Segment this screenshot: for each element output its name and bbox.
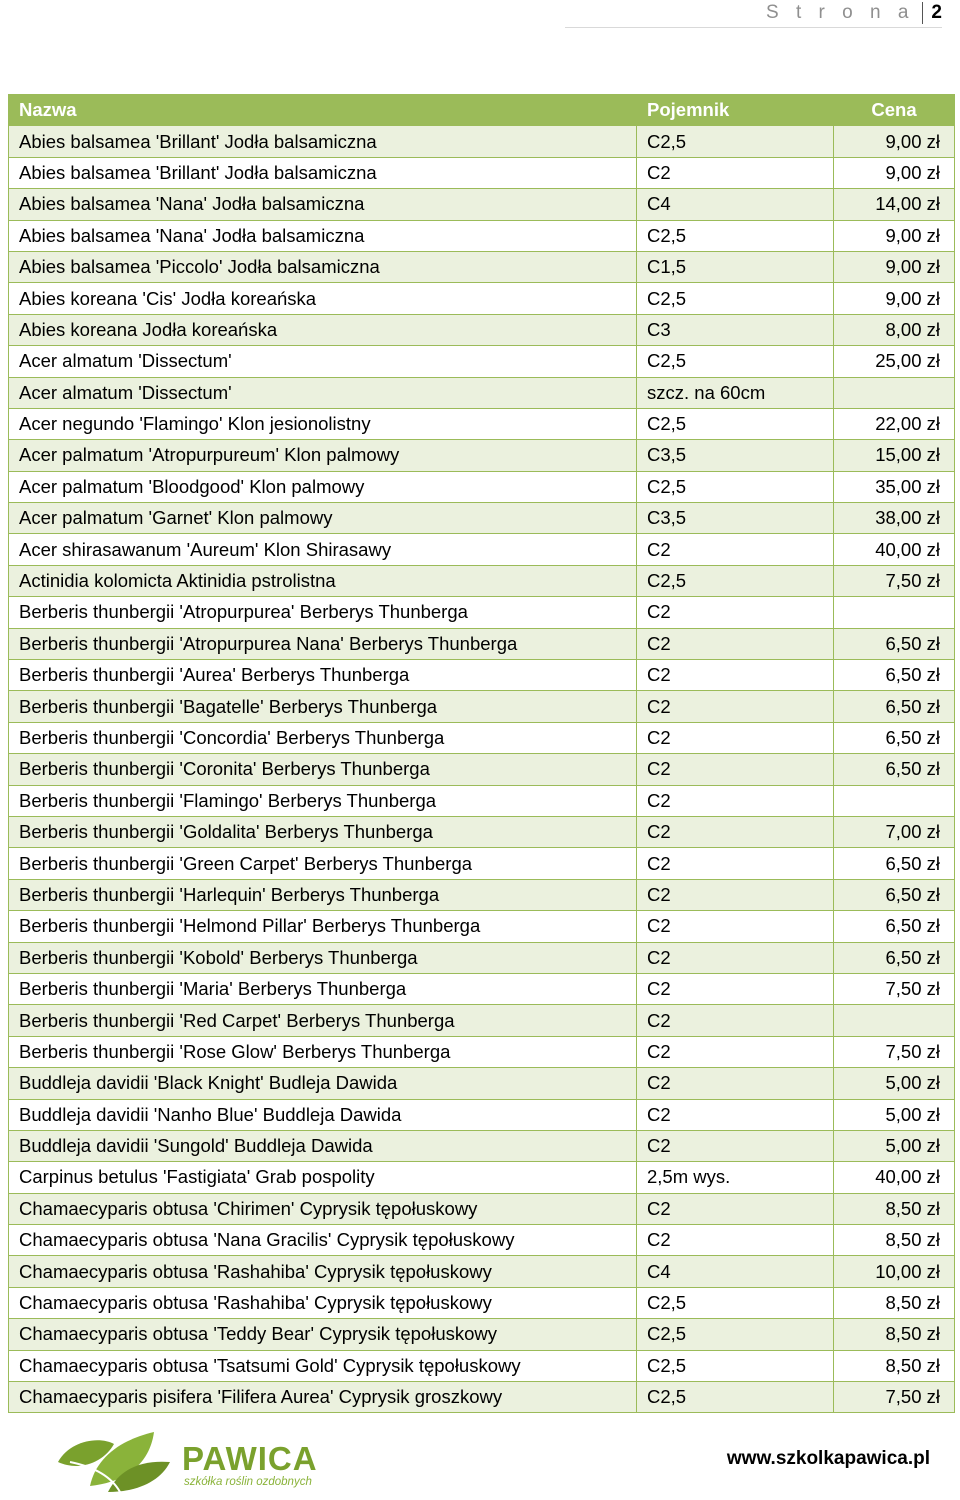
cell-price: 6,50 zł	[834, 628, 955, 659]
cell-plant-name: Acer almatum 'Dissectum'	[9, 377, 637, 408]
cell-container: C2	[637, 157, 834, 188]
cell-plant-name: Chamaecyparis pisifera 'Filifera Aurea' Cyprysik groszkowy	[9, 1382, 637, 1413]
table-row	[9, 1225, 955, 1256]
table-row	[9, 660, 955, 691]
cell-plant-name: Berberis thunbergii 'Rose Glow' Berberys Thunberga	[9, 1036, 637, 1067]
cell-price: 5,00 zł	[834, 1130, 955, 1161]
cell-price: 6,50 zł	[834, 879, 955, 910]
table-row	[9, 754, 955, 785]
cell-plant-name: Berberis thunbergii 'Green Carpet' Berberys Thunberga	[9, 848, 637, 879]
cell-price: 8,00 zł	[834, 314, 955, 345]
table-row	[9, 1036, 955, 1067]
cell-container: szcz. na 60cm	[637, 377, 834, 408]
cell-plant-name: Actinidia kolomicta Aktinidia pstrolistna	[9, 565, 637, 596]
table-row	[9, 973, 955, 1004]
cell-price: 7,50 zł	[834, 1382, 955, 1413]
cell-price: 8,50 zł	[834, 1350, 955, 1381]
cell-plant-name: Chamaecyparis obtusa 'Rashahiba' Cyprysik tępołuskowy	[9, 1287, 637, 1318]
table-row	[9, 911, 955, 942]
table-row	[9, 597, 955, 628]
cell-price: 6,50 zł	[834, 942, 955, 973]
cell-container: C2	[637, 597, 834, 628]
cell-price	[834, 1005, 955, 1036]
cell-container: C2	[637, 1005, 834, 1036]
cell-container: C2	[637, 785, 834, 816]
cell-plant-name: Acer negundo 'Flamingo' Klon jesionolistny	[9, 408, 637, 439]
table-row	[9, 1130, 955, 1161]
cell-container: C2	[637, 879, 834, 910]
cell-price: 6,50 zł	[834, 660, 955, 691]
cell-price: 35,00 zł	[834, 471, 955, 502]
cell-plant-name: Abies koreana 'Cis' Jodła koreańska	[9, 283, 637, 314]
cell-plant-name: Abies balsamea 'Brillant' Jodła balsamiczna	[9, 126, 637, 157]
cell-container: C2	[637, 973, 834, 1004]
cell-plant-name: Berberis thunbergii 'Atropurpurea Nana' Berberys Thunberga	[9, 628, 637, 659]
cell-container: C2,5	[637, 408, 834, 439]
table-row	[9, 1193, 955, 1224]
cell-container: C2	[637, 816, 834, 847]
table-row	[9, 346, 955, 377]
cell-container: C2	[637, 942, 834, 973]
header-divider	[565, 27, 942, 28]
cell-price: 10,00 zł	[834, 1256, 955, 1287]
table-row	[9, 1350, 955, 1381]
cell-container: C4	[637, 189, 834, 220]
cell-container: C2	[637, 691, 834, 722]
cell-price: 9,00 zł	[834, 283, 955, 314]
cell-price: 15,00 zł	[834, 440, 955, 471]
brand-name: PAWICA	[182, 1440, 318, 1477]
table-row	[9, 503, 955, 534]
cell-price: 7,50 zł	[834, 565, 955, 596]
cell-plant-name: Berberis thunbergii 'Flamingo' Berberys Thunberga	[9, 785, 637, 816]
cell-price: 6,50 zł	[834, 691, 955, 722]
cell-container: C2	[637, 754, 834, 785]
table-row	[9, 1068, 955, 1099]
table-row	[9, 189, 955, 220]
cell-price	[834, 597, 955, 628]
cell-price: 7,50 zł	[834, 1036, 955, 1067]
cell-plant-name: Chamaecyparis obtusa 'Rashahiba' Cyprysik tępołuskowy	[9, 1256, 637, 1287]
table-row	[9, 314, 955, 345]
table-row	[9, 879, 955, 910]
cell-plant-name: Acer almatum 'Dissectum'	[9, 346, 637, 377]
cell-plant-name: Acer shirasawanum 'Aureum' Klon Shirasawy	[9, 534, 637, 565]
table-row	[9, 408, 955, 439]
cell-plant-name: Berberis thunbergii 'Kobold' Berberys Thunberga	[9, 942, 637, 973]
cell-container: C2	[637, 660, 834, 691]
cell-price: 38,00 zł	[834, 503, 955, 534]
cell-price: 6,50 zł	[834, 848, 955, 879]
cell-price: 14,00 zł	[834, 189, 955, 220]
cell-plant-name: Acer palmatum 'Atropurpureum' Klon palmowy	[9, 440, 637, 471]
column-header-price: Cena	[834, 95, 955, 126]
brand-tagline: szkółka roślin ozdobnych	[184, 1476, 312, 1488]
cell-container: C2,5	[637, 346, 834, 377]
cell-container: C2,5	[637, 1350, 834, 1381]
cell-container: C2,5	[637, 1287, 834, 1318]
cell-container: C2	[637, 1130, 834, 1161]
cell-container: C2	[637, 911, 834, 942]
cell-container: C2	[637, 534, 834, 565]
cell-price: 9,00 zł	[834, 157, 955, 188]
cell-plant-name: Buddleja davidii 'Nanho Blue' Buddleja Dawida	[9, 1099, 637, 1130]
cell-container: C2	[637, 1036, 834, 1067]
table-row	[9, 565, 955, 596]
cell-container: 2,5m wys.	[637, 1162, 834, 1193]
cell-price: 8,50 zł	[834, 1225, 955, 1256]
page-header	[766, 0, 942, 26]
cell-price: 7,50 zł	[834, 973, 955, 1004]
table-row	[9, 1256, 955, 1287]
cell-container: C2	[637, 1068, 834, 1099]
cell-plant-name: Berberis thunbergii 'Helmond Pillar' Berberys Thunberga	[9, 911, 637, 942]
cell-plant-name: Carpinus betulus 'Fastigiata' Grab pospolity	[9, 1162, 637, 1193]
cell-price: 8,50 zł	[834, 1319, 955, 1350]
table-header-row	[9, 95, 955, 126]
table-row	[9, 377, 955, 408]
cell-container: C3	[637, 314, 834, 345]
table-row	[9, 848, 955, 879]
table-row	[9, 691, 955, 722]
table-row	[9, 628, 955, 659]
cell-price: 22,00 zł	[834, 408, 955, 439]
cell-price: 6,50 zł	[834, 911, 955, 942]
table-row	[9, 471, 955, 502]
table-row	[9, 1162, 955, 1193]
cell-price	[834, 785, 955, 816]
cell-price: 8,50 zł	[834, 1193, 955, 1224]
table-row	[9, 1382, 955, 1413]
cell-price: 9,00 zł	[834, 126, 955, 157]
cell-price: 5,00 zł	[834, 1099, 955, 1130]
cell-plant-name: Berberis thunbergii 'Bagatelle' Berberys Thunberga	[9, 691, 637, 722]
table-row	[9, 220, 955, 251]
cell-container: C2,5	[637, 471, 834, 502]
cell-container: C2,5	[637, 126, 834, 157]
cell-plant-name: Buddleja davidii 'Sungold' Buddleja Dawida	[9, 1130, 637, 1161]
table-row	[9, 785, 955, 816]
cell-container: C2	[637, 722, 834, 753]
cell-plant-name: Abies balsamea 'Nana' Jodła balsamiczna	[9, 189, 637, 220]
table-row	[9, 942, 955, 973]
page-label: S t r o n a	[766, 2, 915, 23]
cell-price	[834, 377, 955, 408]
cell-price: 40,00 zł	[834, 1162, 955, 1193]
table-row	[9, 1319, 955, 1350]
cell-plant-name: Berberis thunbergii 'Harlequin' Berberys Thunberga	[9, 879, 637, 910]
cell-plant-name: Chamaecyparis obtusa 'Chirimen' Cyprysik tępołuskowy	[9, 1193, 637, 1224]
cell-container: C2,5	[637, 1319, 834, 1350]
table-row	[9, 1005, 955, 1036]
cell-container: C2	[637, 848, 834, 879]
cell-container: C4	[637, 1256, 834, 1287]
page-number: 2	[922, 2, 942, 24]
cell-plant-name: Abies balsamea 'Nana' Jodła balsamiczna	[9, 220, 637, 251]
table-row	[9, 534, 955, 565]
cell-container: C3,5	[637, 503, 834, 534]
cell-price: 40,00 zł	[834, 534, 955, 565]
website-link[interactable]: www.szkolkapawica.pl	[726, 1448, 930, 1469]
table-row	[9, 1287, 955, 1318]
cell-plant-name: Berberis thunbergii 'Concordia' Berberys Thunberga	[9, 722, 637, 753]
cell-price: 6,50 zł	[834, 754, 955, 785]
cell-container: C2	[637, 1225, 834, 1256]
price-list-table	[8, 94, 955, 1413]
table-row	[9, 722, 955, 753]
cell-price: 25,00 zł	[834, 346, 955, 377]
table-body	[9, 126, 955, 1413]
cell-container: C2,5	[637, 565, 834, 596]
table-row	[9, 126, 955, 157]
cell-plant-name: Berberis thunbergii 'Coronita' Berberys Thunberga	[9, 754, 637, 785]
cell-plant-name: Berberis thunbergii 'Goldalita' Berberys Thunberga	[9, 816, 637, 847]
table-row	[9, 816, 955, 847]
cell-plant-name: Berberis thunbergii 'Atropurpurea' Berberys Thunberga	[9, 597, 637, 628]
cell-container: C2	[637, 1193, 834, 1224]
cell-plant-name: Chamaecyparis obtusa 'Teddy Bear' Cyprysik tępołuskowy	[9, 1319, 637, 1350]
cell-plant-name: Acer palmatum 'Garnet' Klon palmowy	[9, 503, 637, 534]
table-row	[9, 440, 955, 471]
table-row	[9, 251, 955, 282]
cell-plant-name: Buddleja davidii 'Black Knight' Budleja Dawida	[9, 1068, 637, 1099]
column-header-container: Pojemnik	[637, 95, 834, 126]
cell-plant-name: Abies balsamea 'Piccolo' Jodła balsamiczna	[9, 251, 637, 282]
table-row	[9, 283, 955, 314]
cell-container: C1,5	[637, 251, 834, 282]
cell-plant-name: Abies balsamea 'Brillant' Jodła balsamiczna	[9, 157, 637, 188]
cell-price: 9,00 zł	[834, 251, 955, 282]
cell-price: 5,00 zł	[834, 1068, 955, 1099]
cell-plant-name: Berberis thunbergii 'Aurea' Berberys Thunberga	[9, 660, 637, 691]
cell-plant-name: Abies koreana Jodła koreańska	[9, 314, 637, 345]
cell-plant-name: Chamaecyparis obtusa 'Tsatsumi Gold' Cyprysik tępołuskowy	[9, 1350, 637, 1381]
cell-container: C2	[637, 628, 834, 659]
table-row	[9, 1099, 955, 1130]
cell-plant-name: Chamaecyparis obtusa 'Nana Gracilis' Cyprysik tępołuskowy	[9, 1225, 637, 1256]
column-header-name: Nazwa	[9, 95, 637, 126]
cell-price: 8,50 zł	[834, 1287, 955, 1318]
table-row	[9, 157, 955, 188]
cell-plant-name: Berberis thunbergii 'Maria' Berberys Thunberga	[9, 973, 637, 1004]
cell-plant-name: Acer palmatum 'Bloodgood' Klon palmowy	[9, 471, 637, 502]
cell-container: C2,5	[637, 1382, 834, 1413]
cell-container: C2,5	[637, 283, 834, 314]
cell-container: C3,5	[637, 440, 834, 471]
cell-plant-name: Berberis thunbergii 'Red Carpet' Berberys Thunberga	[9, 1005, 637, 1036]
cell-price: 7,00 zł	[834, 816, 955, 847]
cell-container: C2,5	[637, 220, 834, 251]
cell-price: 9,00 zł	[834, 220, 955, 251]
cell-container: C2	[637, 1099, 834, 1130]
cell-price: 6,50 zł	[834, 722, 955, 753]
